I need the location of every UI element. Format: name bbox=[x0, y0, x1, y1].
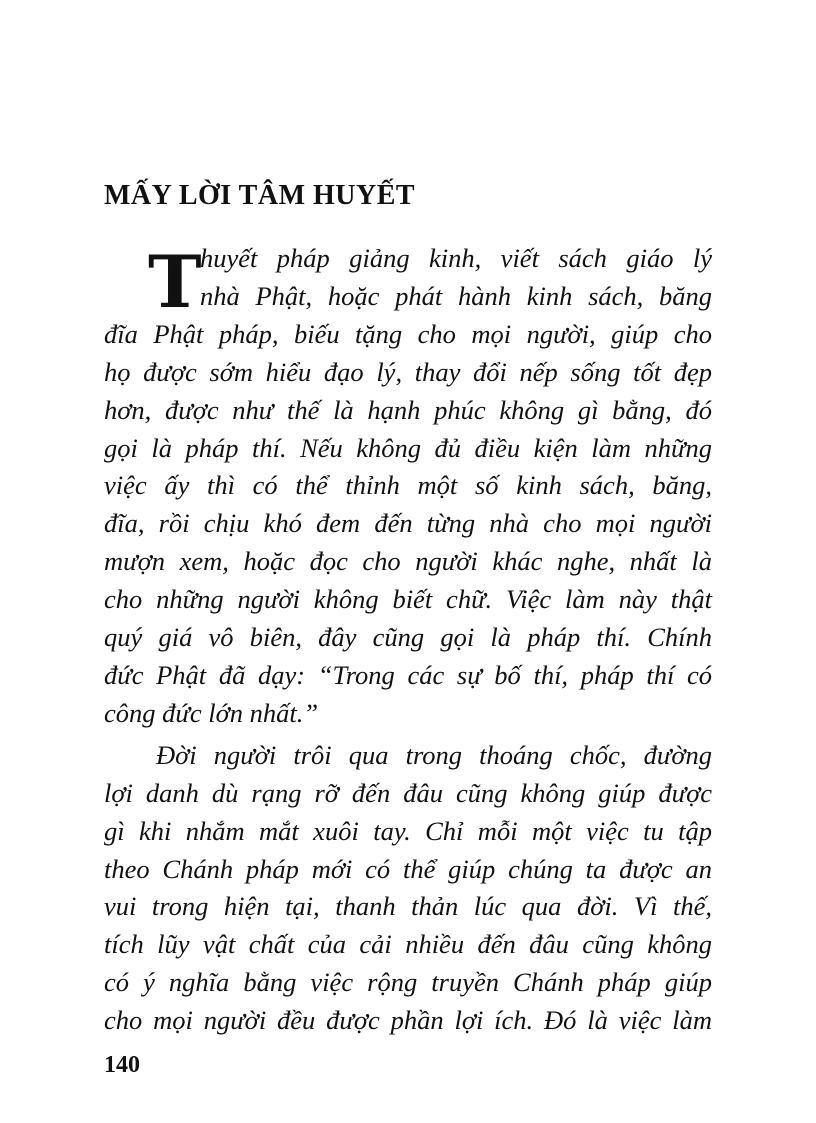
page-title: MẤY LỜI TÂM HUYẾT bbox=[104, 180, 416, 211]
body-text bbox=[104, 240, 712, 1040]
text-line: đức Phật đã dạy: “Trong các sự bố thí, pháp thí có bbox=[104, 659, 712, 690]
text-line: việc ấy thì có thể thỉnh một số kinh sách, băng, bbox=[104, 470, 712, 501]
paragraph-1-opening bbox=[104, 239, 712, 324]
text-line: có ý nghĩa bằng việc rộng truyền Chánh pháp giúp bbox=[104, 967, 712, 998]
drop-cap: T bbox=[148, 239, 202, 324]
paragraph-1 bbox=[104, 316, 712, 733]
text-line: công đức lớn nhất.” bbox=[104, 697, 319, 728]
text-line: hơn, được như thế là hạnh phúc không gì bằng, đó bbox=[104, 394, 712, 425]
text-line: cho những người không biết chữ. Việc làm này thật bbox=[104, 584, 712, 615]
text-line: gì khi nhắm mắt xuôi tay. Chỉ mỗi một việc tu tập bbox=[104, 815, 712, 846]
text-line: quý giá vô biên, đây cũng gọi là pháp thí. Chính bbox=[104, 622, 712, 653]
text-line: gọi là pháp thí. Nếu không đủ điều kiện làm những bbox=[104, 432, 712, 463]
text-line: tích lũy vật chất của cải nhiều đến đâu cũng không bbox=[104, 929, 712, 960]
text-line: cho mọi người đều được phần lợi ích. Đó là việc làm bbox=[104, 1005, 712, 1036]
paragraph-2 bbox=[104, 737, 712, 1040]
text-line: đĩa Phật pháp, biếu tặng cho mọi người, giúp cho bbox=[104, 318, 712, 349]
text-line: theo Chánh pháp mới có thể giúp chúng ta được an bbox=[104, 853, 712, 884]
text-line: Đời người trôi qua trong thoáng chốc, đường bbox=[156, 739, 712, 770]
text-line: họ được sớm hiểu đạo lý, thay đổi nếp sống tốt đẹp bbox=[104, 356, 712, 387]
text-line: mượn xem, hoặc đọc cho người khác nghe, nhất là bbox=[104, 546, 712, 577]
text-line: đĩa, rồi chịu khó đem đến từng nhà cho mọi người bbox=[104, 508, 712, 539]
text-line: vui trong hiện tại, thanh thản lúc qua đời. Vì thế, bbox=[104, 891, 712, 922]
text-line: huyết pháp giảng kinh, viết sách giáo lý bbox=[200, 243, 712, 273]
page-number: 140 bbox=[104, 1052, 140, 1078]
text-line: nhà Phật, hoặc phát hành kinh sách, băng bbox=[200, 280, 712, 311]
text-line: lợi danh dù rạng rỡ đến đâu cũng không giúp được bbox=[104, 777, 712, 808]
